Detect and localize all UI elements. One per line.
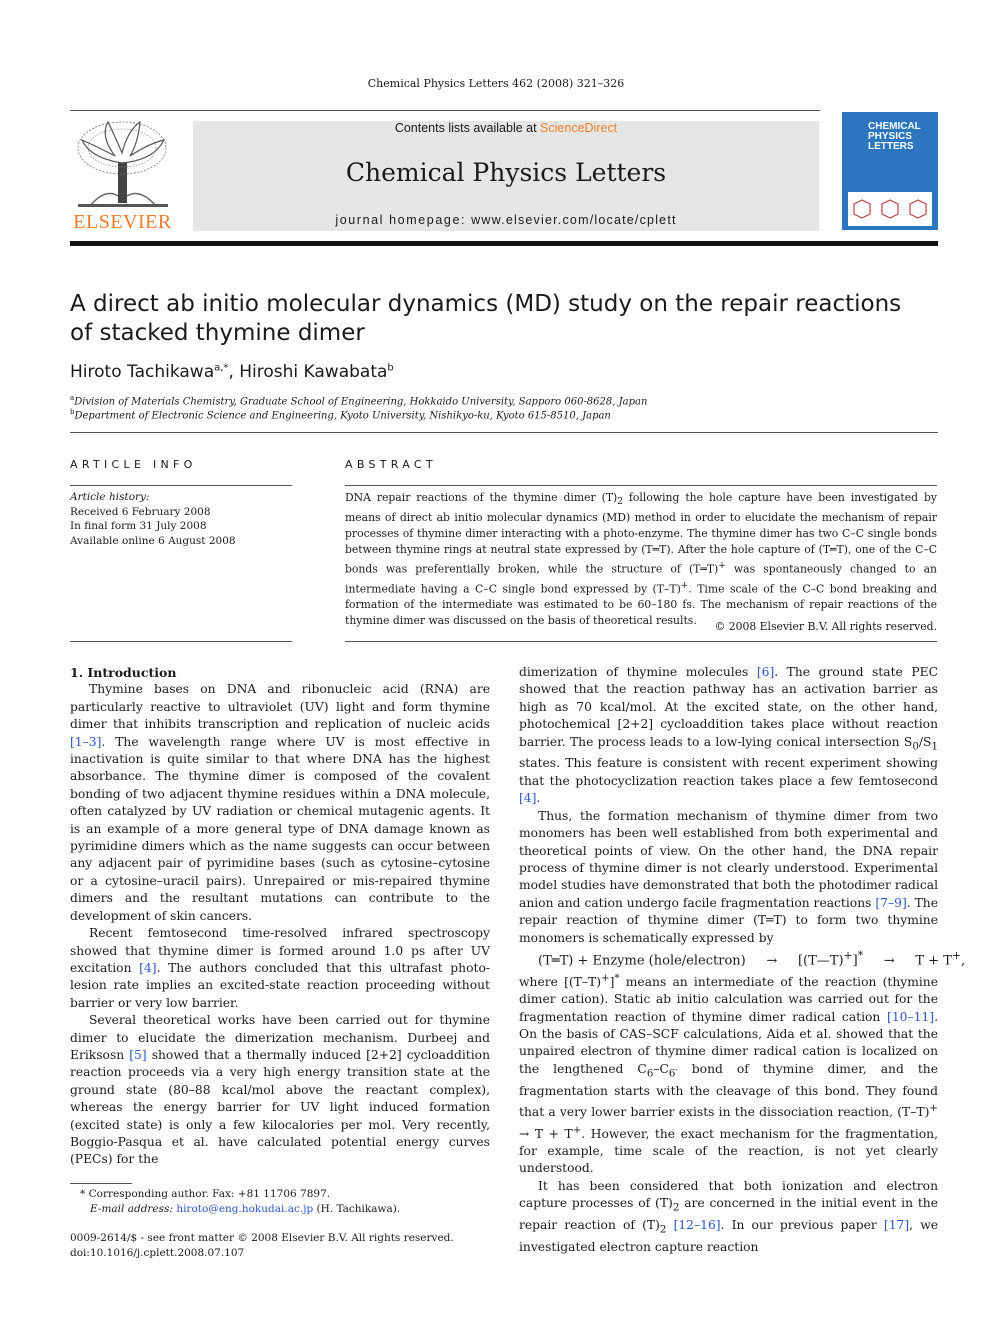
superscript: +: [572, 1123, 582, 1136]
footnote-rule: [70, 1183, 132, 1184]
superscript: +: [843, 948, 853, 962]
history-label: Article history:: [70, 491, 150, 503]
text: means an intermediate of the reaction (thymine dimer cation). Static ab initio calculation was carried out for the fragmentation reaction of thymine dimer radical cation: [519, 974, 939, 1024]
received-date: Received 6 February 2008: [70, 505, 211, 518]
reference-link[interactable]: [4]: [139, 960, 157, 975]
footnote-text: Corresponding author. Fax: +81 11706 7897.: [85, 1188, 331, 1200]
abstract-rule: [345, 485, 937, 486]
reference-link[interactable]: [10–11]: [887, 1009, 935, 1024]
author-affiliation-mark[interactable]: a,*: [214, 362, 229, 374]
reference-link[interactable]: [12–16]: [673, 1218, 721, 1233]
reference-link[interactable]: [6]: [756, 665, 775, 679]
superscript: +: [929, 1102, 938, 1115]
affiliation-text: Division of Materials Chemistry, Graduate School of Engineering, Hokkaido University, Sapporo 060-8628, Japan: [74, 396, 648, 408]
author-list: [70, 362, 394, 382]
reference-link[interactable]: [4]: [519, 791, 537, 806]
superscript: *: [614, 971, 620, 984]
doi-line[interactable]: doi:10.1016/j.cplett.2008.07.107: [70, 1247, 245, 1259]
email-label: E-mail address:: [90, 1203, 177, 1215]
reaction-equation: [519, 947, 966, 970]
contents-prefix: Contents lists available at: [394, 121, 541, 135]
text: –C: [653, 1061, 669, 1076]
subscript: 2: [672, 1201, 680, 1214]
issn-line: 0009-2614/$ - see front matter © 2008 Elsevier B.V. All rights reserved.: [70, 1232, 454, 1244]
text: .: [536, 791, 541, 806]
header-thick-rule: [70, 241, 938, 246]
superscript: +: [718, 561, 726, 572]
text: . The authors concluded that this ultrafast photo-lesion rate implies an excited-state reaction proceeding without barrier or very low barrier.: [70, 960, 490, 1010]
reference-link[interactable]: [17]: [883, 1218, 910, 1233]
abstract-segment: DNA repair reactions of the thymine dimer (T): [345, 491, 618, 504]
equation-term: ,: [960, 953, 966, 969]
affiliation-a: [70, 394, 647, 407]
abstract-segment: was spontaneously changed to an intermediate having a C–C single bond expressed by (T–T): [345, 562, 937, 596]
text: Recent femtosecond time-resolved infrared spectroscopy showed that thymine dimer is formed around 1.0 ps after UV excitation: [70, 926, 490, 975]
equation-term: [(T—T): [797, 953, 844, 969]
subscript: 2: [659, 1223, 667, 1236]
journal-name: Chemical Physics Letters: [345, 158, 667, 187]
cover-illustration: [848, 192, 932, 226]
footnote-mark: *: [80, 1188, 86, 1200]
abstract-bottom-rule: [345, 641, 937, 642]
text: are concerned in the initial event in the repair reaction of (T): [519, 1196, 938, 1233]
section-heading: 1. Introduction: [70, 665, 177, 680]
page-footer: [70, 1231, 490, 1261]
text: bond of thymine dimer, and the fragmentation starts with the cleavage of this bond. They found that a very lower barrier exists in the dissociation reaction, (T–T): [519, 1061, 938, 1120]
author-name[interactable]: Hiroshi Kawabata: [239, 362, 388, 382]
text: It has been considered that both ionization and electron capture processes of (T): [519, 1178, 938, 1211]
journal-homepage: [193, 213, 819, 227]
subscript: 2: [617, 497, 623, 508]
superscript: +: [951, 948, 961, 962]
text: → T + T: [519, 1126, 573, 1141]
divider-rule: [70, 432, 938, 433]
abstract-segment: . Time scale of the C–C bond breaking and formation of the intermediate was estimated to be 60–180 fs. The mechanism of repair reactions of the thymine dimer was discussed on the basis of theoretical results.: [345, 582, 937, 628]
reference-link[interactable]: [1–3]: [70, 734, 102, 749]
text: showed that a thermally induced [2+2] cycloaddition reaction proceeds via a very high energy transition state at the ground state (80–88 kcal/mol above the reactant complex), whereas the energy barrier for UV light induced formation (excited state) is only a few kilocalories per mol. Very recently, Boggio-Pasqua et al. have calculated potential energy curves (PECs) for the: [70, 1047, 491, 1167]
body-column-left: [70, 664, 490, 1169]
elsevier-wordmark[interactable]: ELSEVIER: [73, 211, 172, 233]
cover-line: LETTERS: [868, 141, 914, 152]
text: Several theoretical works have been carried out for thymine dimer to elucidate the dimerization mechanism. Durbeej and Eriksosn: [70, 1013, 490, 1062]
subscript: 0: [912, 740, 919, 753]
abstract-text: [345, 490, 937, 629]
equation-arrow: →: [766, 953, 778, 969]
footnote-text: (H. Tachikawa).: [313, 1203, 401, 1215]
body-column-right: [519, 664, 966, 1256]
paragraph: [519, 1178, 938, 1257]
sciencedirect-link[interactable]: ScienceDirect: [540, 121, 618, 135]
equation-term: (T═T) + Enzyme (hole/electron): [538, 953, 746, 969]
cover-title: [868, 122, 938, 152]
abstract-segment: following the hole capture have been investigated by means of direct ab initio molecular dynamics (MD) method in order to elucidate the mechanism of repair processes of thymine dimer interacting with a photo-enzyme. The thymine dimer has two C–C single bonds between thymine rings at neutral state expressed by (T═T). After the hole capture of (T═T), one of the C–C bonds was preferentially broken, while the structure of (T═T): [345, 491, 937, 576]
paragraph: [70, 1012, 490, 1169]
text: , we investigated electron capture reaction: [519, 1218, 938, 1255]
author-affiliation-mark[interactable]: b: [387, 362, 394, 374]
affiliation-text: Department of Electronic Science and Engineering, Kyoto University, Nishikyo-ku, Kyoto 615-8510, Japan: [74, 410, 611, 422]
paragraph: [519, 970, 938, 1178]
article-history: [70, 490, 292, 548]
equation-term: ]: [852, 953, 858, 969]
abstract-heading: ABSTRACT: [345, 458, 437, 471]
text: ]: [609, 974, 615, 989]
homepage-url[interactable]: www.elsevier.com/locate/cplett: [471, 213, 677, 227]
equation-arrow: →: [883, 953, 895, 969]
footnote-line: [70, 1187, 490, 1202]
email-link[interactable]: hiroto@eng.hokudai.ac.jp: [176, 1203, 314, 1215]
paragraph: [70, 925, 490, 1012]
text: states. This feature is consistent with recent experiment showing that the photocyclization reaction takes place a few femtosecond: [519, 756, 938, 788]
affiliation-mark: a: [70, 394, 75, 402]
superscript: +: [680, 580, 689, 591]
subscript: 1: [931, 740, 938, 753]
paragraph: [519, 664, 938, 808]
reference-link[interactable]: [5]: [129, 1047, 147, 1062]
contents-line: [193, 121, 819, 135]
article-info-rule: [70, 485, 292, 486]
subscript: 6′: [668, 1067, 678, 1080]
text: . In our previous paper: [720, 1218, 884, 1233]
text: where [(T–T): [519, 974, 602, 989]
homepage-prefix: journal homepage:: [335, 213, 472, 227]
top-rule: [70, 110, 820, 111]
paragraph: [519, 808, 938, 947]
affiliation-mark: b: [70, 408, 75, 416]
journal-citation: Chemical Physics Letters 462 (2008) 321–326: [367, 77, 625, 90]
cover-line: PHYSICS: [868, 131, 912, 142]
author-separator: ,: [228, 362, 240, 382]
reference-link[interactable]: [7–9]: [875, 895, 907, 910]
text: /S: [918, 734, 932, 749]
article-info-bottom-rule: [70, 641, 292, 642]
text: [666, 1218, 673, 1232]
text: dimerization of thymine molecules: [519, 665, 757, 679]
subscript: 6: [646, 1067, 654, 1080]
corresponding-author-footnote: [70, 1187, 490, 1217]
final-form-date: In final form 31 July 2008: [70, 520, 207, 532]
text: Thus, the formation mechanism of thymine dimer from two monomers has been well established from both experimental and theoretical points of view. On the other hand, the DNA repair process of thymine dimer is not clearly understood. Experimental model studies have demonstrated that both the photodimer radical anion and cation undergo facile fragmentation reactions: [519, 808, 938, 910]
online-date: Available online 6 August 2008: [70, 534, 236, 547]
text: . The ground state PEC showed that the reaction pathway has an activation barrier as high as 70 kcal/mol. At the excited state, on the other hand, photochemical [2+2] cycloaddition takes place without reaction barrier. The process leads to a low-lying conical intersection S: [519, 665, 938, 749]
cover-line: CHEMICAL: [868, 121, 921, 132]
article-title: [70, 290, 930, 348]
article-info-heading: ARTICLE INFO: [70, 458, 197, 471]
text: Thymine bases on DNA and ribonucleic acid (RNA) are particularly reactive to ultraviolet (UV) light and form thymine dimer that inhibits transcription and replication of nucleic acids: [70, 682, 490, 732]
text: . The repair reaction of thymine dimer (T═T) to form two thymine monomers is schematically expressed by: [519, 895, 938, 945]
text: . On the basis of CAS–SCF calculations, Aida et al. showed that the unpaired electron of thymine dimer radical cation is localized on the lengthened C: [519, 1009, 938, 1076]
title-line: A direct ab initio molecular dynamics (MD) study on the repair reactions: [70, 291, 902, 317]
text: . The wavelength range where UV is most effective in inactivation is quite similar to that where DNA has the highest absorbance. The thymine dimer is composed of the covalent bonding of two adjacent thymine residues within a DNA molecule, often catalyzed by UV radiation or chemical mutagenic agents. It is an example of a more general type of DNA damage known as pyrimidine dimers which as the name suggests can occur between any adjacent pair of pyrimidine bases (such as cytosine–cytosine or a cytosine–uracil pairs). Unrepaired or mis-repaired thymine dimers and the resultant mutations can contribute to the development of skin cancers.: [70, 734, 490, 923]
superscript: *: [857, 948, 864, 962]
footnote-line: [70, 1202, 490, 1217]
superscript: +: [601, 971, 610, 984]
equation-term: T + T: [915, 953, 952, 969]
copyright-notice: © 2008 Elsevier B.V. All rights reserved.: [714, 620, 937, 633]
text: . However, the exact mechanism for the fragmentation, for example, time scale of the reaction, is not yet clearly understood.: [519, 1126, 938, 1176]
paragraph: [70, 681, 490, 925]
author-name[interactable]: Hiroto Tachikawa: [70, 362, 215, 382]
title-line: of stacked thymine dimer: [70, 320, 365, 346]
affiliation-b: [70, 408, 611, 421]
